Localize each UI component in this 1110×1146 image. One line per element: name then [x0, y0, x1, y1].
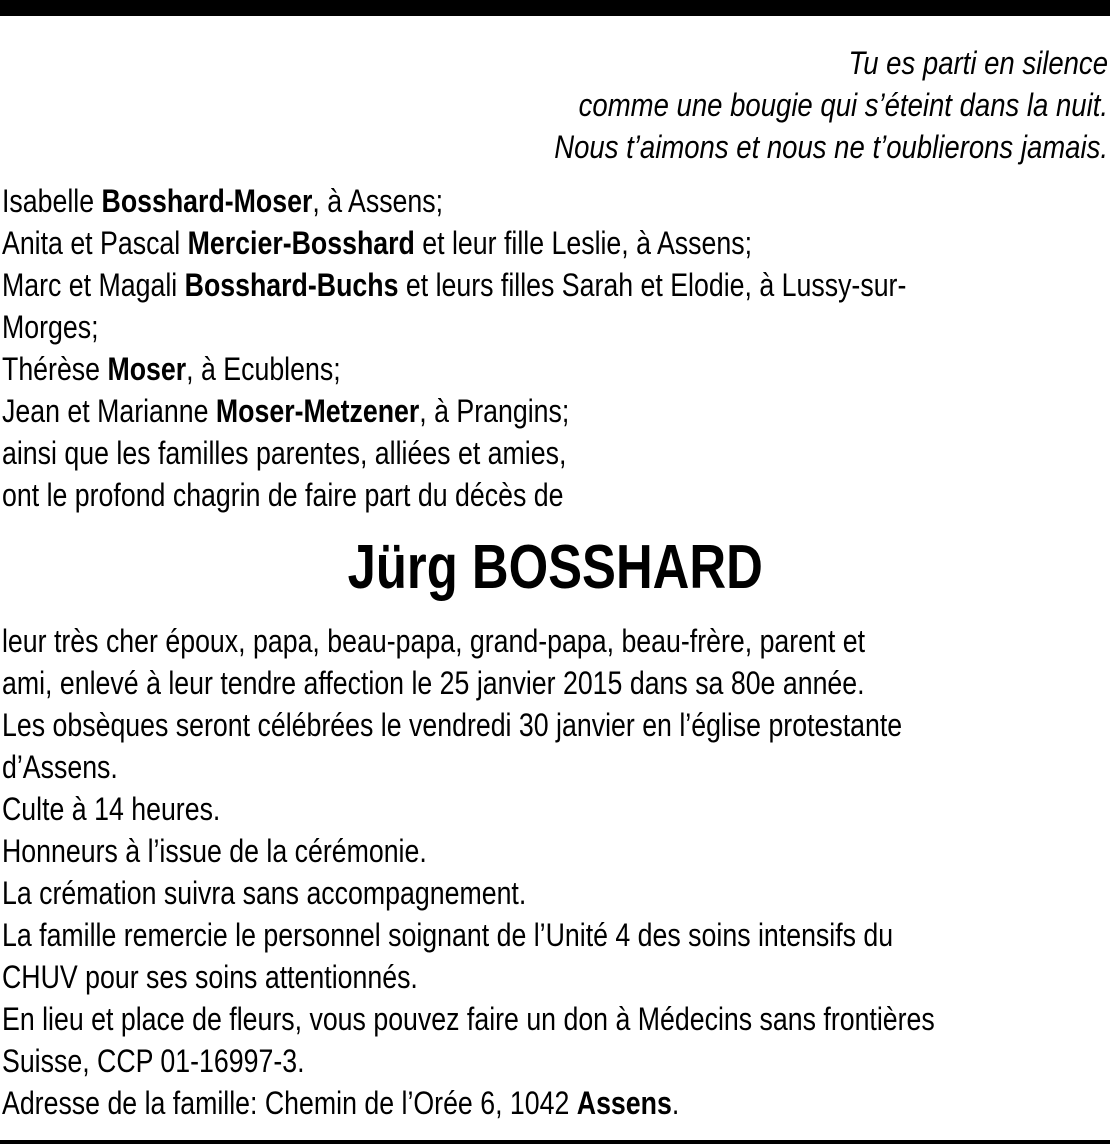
body-line: Les obsèques seront célébrées le vendredi 30 janvier en l’église protestante: [2, 707, 903, 743]
poem-line: comme une bougie qui s’éteint dans la nuit.: [578, 87, 1108, 123]
body-line: leur très cher époux, papa, beau-papa, grand-papa, beau-frère, parent et: [2, 623, 866, 659]
body-line: Honneurs à l’issue de la cérémonie.: [2, 833, 427, 869]
address-text: .: [671, 1085, 680, 1121]
family-surname: Moser: [107, 351, 187, 387]
family-text: Marc et Magali: [2, 267, 185, 303]
poem-line: Tu es parti en silence: [848, 45, 1108, 81]
poem-line: Nous t’aimons et nous ne t’oublierons jamais.: [554, 129, 1108, 165]
bottom-border-rule: [0, 1140, 1110, 1144]
family-text: Anita et Pascal: [2, 225, 188, 261]
family-line: Morges;: [2, 309, 99, 345]
family-line: [2, 348, 921, 390]
body-line: La famille remercie le personnel soignant de l’Unité 4 des soins intensifs du: [2, 917, 894, 953]
family-text: et leur fille Leslie, à Assens;: [414, 225, 752, 261]
family-text: Jean et Marianne: [2, 393, 216, 429]
body-line: En lieu et place de fleurs, vous pouvez faire un don à Médecins sans frontières: [2, 1001, 935, 1037]
family-surname: Bosshard-Buchs: [184, 267, 399, 303]
family-surname: Mercier-Bosshard: [187, 225, 415, 261]
body-line: La crémation suivra sans accompagnement.: [2, 875, 527, 911]
family-line: ont le profond chagrin de faire part du décès de: [2, 477, 564, 513]
family-address-line: [2, 1082, 921, 1124]
address-place: Assens: [576, 1085, 672, 1121]
announcement-body: [2, 620, 935, 1124]
family-text: Thérèse: [2, 351, 108, 387]
body-line: ami, enlevé à leur tendre affection le 25 janvier 2015 dans sa 80e année.: [2, 665, 865, 701]
family-line: [2, 264, 921, 306]
family-text: et leurs filles Sarah et Elodie, à Lussy-sur-: [398, 267, 907, 303]
epitaph-poem: [162, 42, 1108, 168]
body-line: Culte à 14 heures.: [2, 791, 221, 827]
body-line: Suisse, CCP 01-16997-3.: [2, 1043, 305, 1079]
body-line: d’Assens.: [2, 749, 118, 785]
family-surname: Bosshard-Moser: [101, 183, 313, 219]
family-text: , à Ecublens;: [186, 351, 341, 387]
family-line: [2, 390, 921, 432]
family-text: Isabelle: [2, 183, 102, 219]
top-border-rule: [0, 0, 1110, 16]
family-line: [2, 180, 921, 222]
body-line: CHUV pour ses soins attentionnés.: [2, 959, 418, 995]
deceased-name: [0, 530, 1110, 606]
family-text: , à Assens;: [312, 183, 444, 219]
address-text: Adresse de la famille: Chemin de l’Orée 6, 1042: [2, 1085, 577, 1121]
family-text: , à Prangins;: [419, 393, 570, 429]
deceased-name-text: Jürg BOSSHARD: [347, 533, 763, 602]
family-line: ainsi que les familles parentes, alliées et amies,: [2, 435, 567, 471]
family-surname: Moser-Metzener: [215, 393, 420, 429]
family-members-list: [2, 180, 921, 516]
family-line: [2, 222, 921, 264]
